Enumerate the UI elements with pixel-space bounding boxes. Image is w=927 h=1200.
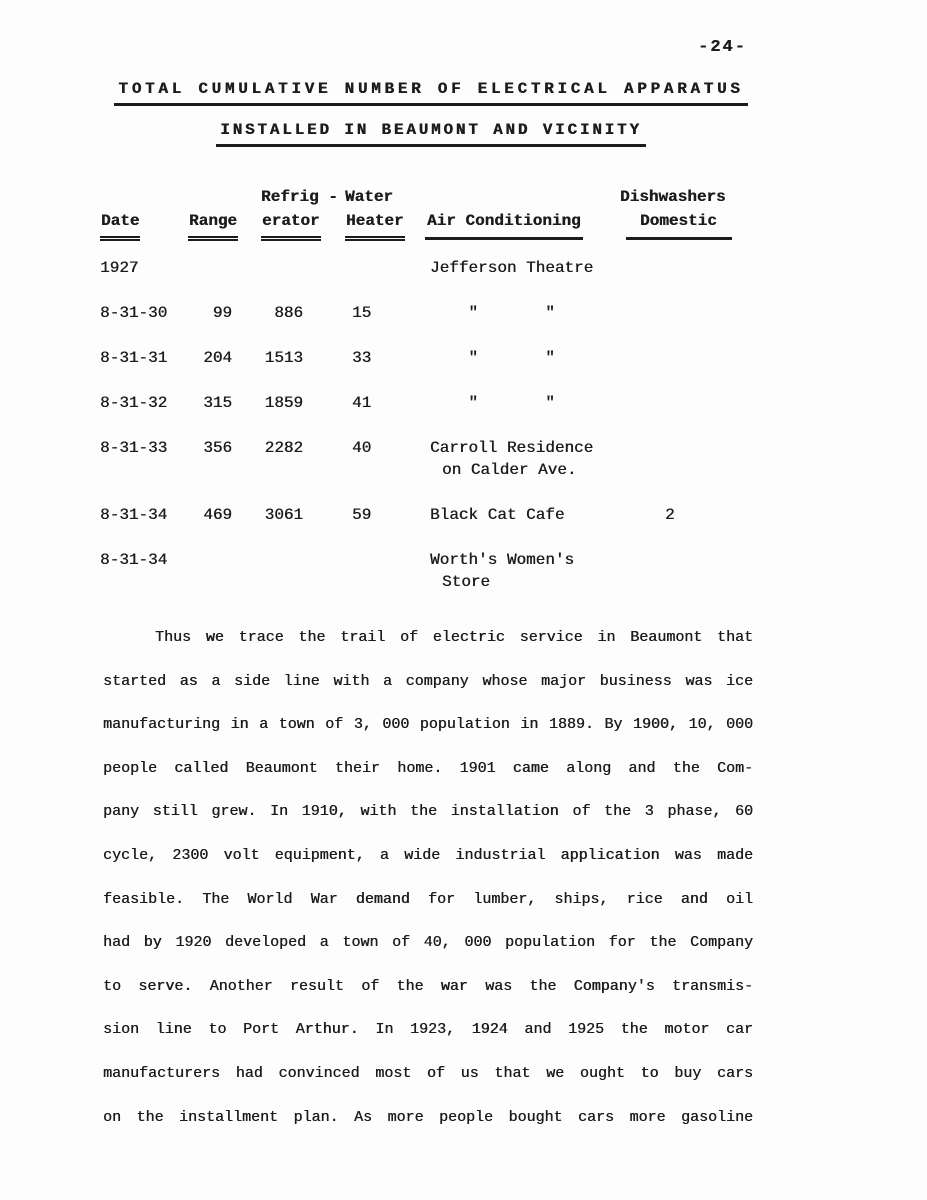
cell-date: 8-31-34 xyxy=(100,506,168,524)
cell-air-conditioning: Carroll Residence on Calder Ave. xyxy=(430,439,594,479)
page-content xyxy=(100,0,762,1139)
title-line-1-text: TOTAL CUMULATIVE NUMBER OF ELECTRICAL APPARATUS xyxy=(114,80,747,106)
cell-water-heater: 40 xyxy=(352,439,372,457)
cell-range: 469 xyxy=(203,506,232,524)
body-paragraph xyxy=(103,616,753,1139)
cell-date: 8-31-32 xyxy=(100,394,168,412)
page-number: -24- xyxy=(698,38,747,57)
cell-range: 356 xyxy=(203,439,232,457)
cell-refrigerator: 1513 xyxy=(264,349,303,367)
header-refrigerator-top: Refrig - xyxy=(261,188,338,206)
cell-refrigerator: 2282 xyxy=(264,439,303,457)
body-line: manufacturers had convinced most of us that we ought to buy cars xyxy=(103,1064,753,1082)
cell-water-heater: 15 xyxy=(352,304,372,322)
table-header-row-top xyxy=(100,185,762,209)
table-row xyxy=(100,504,762,526)
header-date: Date xyxy=(100,209,185,241)
cell-water-heater xyxy=(345,257,425,279)
cell-range: 99 xyxy=(212,304,232,322)
table-row xyxy=(100,392,762,414)
cell-dishwashers: 2 xyxy=(665,506,675,524)
table-row xyxy=(100,549,762,593)
title-line-1 xyxy=(100,80,762,106)
cell-range xyxy=(185,257,260,279)
cell-water-heater: 59 xyxy=(352,506,372,524)
document-title xyxy=(100,0,762,147)
cell-air-conditioning: Black Cat Cafe xyxy=(430,506,565,524)
body-line: Thus we trace the trail of electric service in Beaumont that xyxy=(155,629,753,646)
cell-refrigerator xyxy=(260,549,345,593)
header-range: Range xyxy=(185,209,260,241)
body-line: people called Beaumont their home. 1901 came along and the Com- xyxy=(103,759,753,777)
cell-date: 1927 xyxy=(100,259,139,277)
header-refrigerator-bottom: erator xyxy=(260,209,345,241)
cell-dishwashers xyxy=(620,549,762,593)
cell-date: 8-31-34 xyxy=(100,551,168,569)
cell-refrigerator: 886 xyxy=(274,304,303,322)
cell-water-heater: 33 xyxy=(352,349,372,367)
header-dishwashers-domestic: Domestic xyxy=(620,209,762,241)
cell-refrigerator: 1859 xyxy=(264,394,303,412)
cell-date: 8-31-30 xyxy=(100,304,168,322)
table-row xyxy=(100,347,762,369)
header-air-conditioning: Air Conditioning xyxy=(425,209,620,241)
cell-water-heater: 41 xyxy=(352,394,372,412)
body-line: started as a side line with a company whose major business was ice xyxy=(103,672,753,690)
cell-air-conditioning: Jefferson Theatre xyxy=(430,259,594,277)
cell-refrigerator: 3061 xyxy=(264,506,303,524)
body-line: had by 1920 developed a town of 40, 000 population for the Company xyxy=(103,934,753,952)
body-line: feasible. The World War demand for lumber, ships, rice and oil xyxy=(103,890,753,908)
body-line: manufacturing in a town of 3, 000 population in 1889. By 1900, 10, 000 xyxy=(103,716,753,734)
body-line: cycle, 2300 volt equipment, a wide industrial application was made xyxy=(103,846,753,864)
cell-range: 315 xyxy=(203,394,232,412)
cell-air-conditioning: " " xyxy=(430,394,555,412)
cell-range: 204 xyxy=(203,349,232,367)
table-row xyxy=(100,437,762,481)
table-row xyxy=(100,257,762,279)
cell-refrigerator xyxy=(260,257,345,279)
cell-dishwashers xyxy=(620,347,762,369)
title-line-2 xyxy=(100,121,762,147)
cell-water-heater xyxy=(345,549,425,593)
cell-air-conditioning: " " xyxy=(430,304,555,322)
header-water-heater: Heater xyxy=(345,209,425,241)
header-dishwashers-top: Dishwashers xyxy=(620,188,726,206)
body-line: on the installment plan. As more people bought cars more gasoline xyxy=(103,1108,753,1126)
cell-date: 8-31-33 xyxy=(100,439,168,457)
body-line: sion line to Port Arthur. In 1923, 1924 and 1925 the motor car xyxy=(103,1021,753,1039)
body-line: to serve. Another result of the war was the Company's transmis- xyxy=(103,977,753,995)
cell-air-conditioning: Worth's Women's Store xyxy=(430,551,575,591)
cell-date: 8-31-31 xyxy=(100,349,168,367)
apparatus-table xyxy=(100,185,762,593)
cell-air-conditioning: " " xyxy=(430,349,555,367)
body-line: pany still grew. In 1910, with the installation of the 3 phase, 60 xyxy=(103,803,753,821)
cell-range xyxy=(185,549,260,593)
table-row xyxy=(100,302,762,324)
cell-dishwashers xyxy=(620,302,762,324)
header-water-top: Water xyxy=(345,188,394,206)
cell-dishwashers xyxy=(620,257,762,279)
cell-dishwashers xyxy=(620,437,762,481)
table-header-row-bottom xyxy=(100,209,762,241)
title-line-2-text: INSTALLED IN BEAUMONT AND VICINITY xyxy=(216,121,646,147)
cell-dishwashers xyxy=(620,392,762,414)
